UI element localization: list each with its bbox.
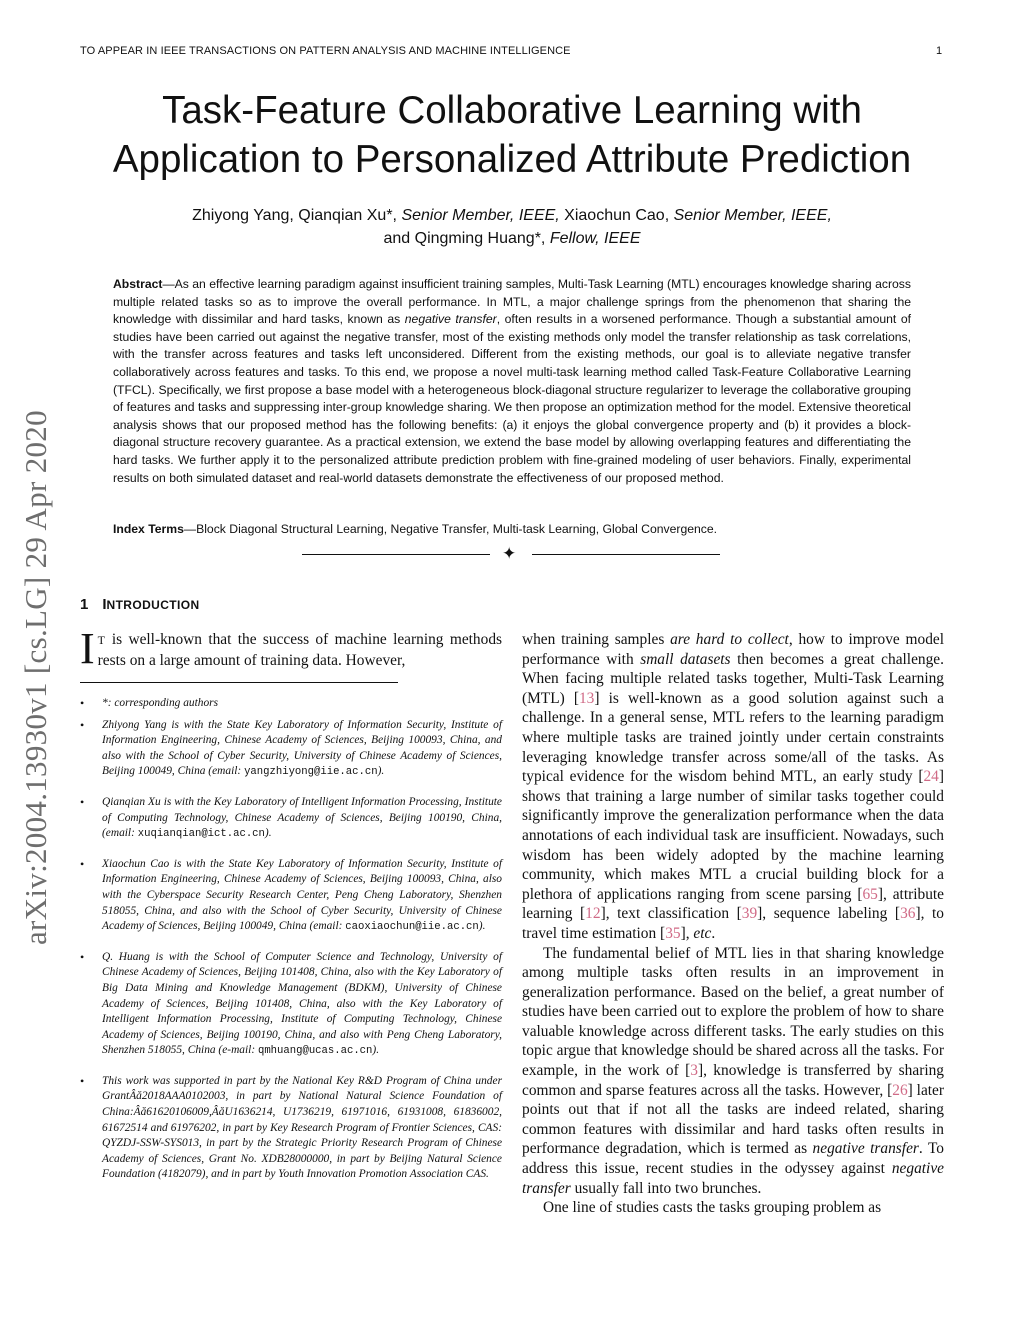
footnote-email[interactable]: yangzhiyong@iie.ac.cn <box>244 766 378 779</box>
footnote-email[interactable]: caoxiaochun@iie.ac.cn <box>345 921 479 934</box>
abstract-emphasis: negative transfer <box>404 312 497 327</box>
authors-part-3: and Qingming Huang*, <box>383 230 550 247</box>
bullet-icon: • <box>80 949 85 964</box>
footnote-text-end: ). <box>377 765 385 778</box>
abstract <box>113 276 911 487</box>
page-number: 1 <box>936 45 943 57</box>
footnote-text: Q. Huang is with the School of Computer Science and Technology, University of Chinese Academy of Sciences, Beijing 101408, China, also with the Key Laboratory of Big Data Mining and Knowledge Management (BDKM), University of Chinese Academy of Sciences, Beijing 101408, China, also with the Key Laboratory of Intelligent Information Processing, Institute of Computing Technology, Chinese Academy of Sciences, Beijing 100190, China, and also with Peng Cheng Laboratory, Shenzhen 518055, China (e-mail: <box>102 950 502 1057</box>
citation-link[interactable]: 3 <box>690 1062 698 1080</box>
citation-link[interactable]: 26 <box>892 1081 908 1099</box>
footnote-email[interactable]: qmhuang@ucas.ac.cn <box>257 1045 373 1058</box>
citation-link[interactable]: 12 <box>585 905 601 923</box>
footnote-text: Zhiyong Yang is with the State Key Laboratory of Information Security, Institute of Information Engineering, Chinese Academy of Sciences, Beijing 100093, China, and also with the School of Cyber Security, University of Chinese Academy of Sciences, Beijing 100049, China (email: <box>102 718 502 778</box>
text-run: then becomes a great challenge. When facing multiple related tasks together, Multi-Task Learning (MTL) [ <box>522 650 944 707</box>
paper-title <box>80 86 944 184</box>
footnote-item <box>80 950 502 1060</box>
arxiv-stamp: arXiv:2004.13930v1 [cs.LG] 29 Apr 2020 <box>18 410 53 945</box>
citation-link[interactable]: 65 <box>862 885 878 903</box>
abstract-text-1: —As an effective learning paradigm against insufficient training samples, Multi-Task Learning (MTL) encourages knowledge sharing across multiple related tasks so as to improve the overall performance. In MTL, a major challenge springs from the phenomenon that sharing the knowledge with dissimilar and hard tasks, known as <box>113 277 911 327</box>
authors-part-1: Zhiyong Yang, Qianqian Xu*, <box>192 207 402 224</box>
authors-role-3: Fellow, IEEE <box>549 230 641 247</box>
separator-rule-left <box>302 554 490 555</box>
section-title-rest: NTRODUCTION <box>106 598 200 612</box>
citation-link[interactable]: 13 <box>578 689 595 707</box>
emphasis: negative transfer <box>812 1140 919 1158</box>
text-run: ], to travel time estimation [ <box>522 905 945 942</box>
abstract-text-2: , often results in a worsened performance. Though a substantial amount of studies have been carried out against the negative transfer, most of the existing methods only model the transfer relationship as task correlations, with the transfer across features and tasks left unconsidered. Different from the existing methods, our goal is to alleviate negative transfer collaboratively across features and tasks. To this end, we propose a novel multi-task learning method called Task-Feature Collaborative Learning (TFCL). Specifically, we first propose a base model with a heterogeneous block-diagonal structure regularizer to leverage the collaborative grouping of features and tasks and suppressing inter-group knowledge sharing. We then propose an optimization method for the model. Extensive theoretical analysis shows that our proposed method has the following benefits: (a) it enjoys the global convergence property and (b) it provides a block-diagonal structure recovery guarantee. As a practical extension, we extend the base model by allowing overlapping features and differentiating the hard tasks. We further apply it to the personalized attribute prediction problem with fine-grained modeling of user behaviors. Finally, experimental results on both simulated dataset and real-world datasets demonstrate the effectiveness of our proposed method. <box>113 312 911 485</box>
title-line-1: Task-Feature Collaborative Learning with <box>162 89 862 132</box>
emphasis: are hard to collect <box>670 631 789 648</box>
body-paragraph-1 <box>522 630 944 944</box>
citation-link[interactable]: 36 <box>900 905 916 923</box>
text-run: when training samples <box>522 631 671 648</box>
body-paragraph-3 <box>522 1198 944 1218</box>
emphasis: negative transfer <box>522 1160 944 1197</box>
text-run: ], knowledge is transferred by sharing common and sparse features across all the tasks. However, [ <box>522 1062 944 1099</box>
separator-diamond-icon: ✦ <box>502 544 517 563</box>
body-paragraph-2 <box>522 944 944 1199</box>
footnote-list <box>80 696 502 1189</box>
index-terms <box>113 521 911 539</box>
text-run: ], text classification [ <box>600 905 742 923</box>
citation-link[interactable]: 35 <box>665 924 681 942</box>
drop-cap: I <box>80 624 95 673</box>
authors-part-2: Xiaochun Cao, <box>559 207 674 224</box>
text-run: ] is well-known as a good solution against such a challenge. In a general sense, MTL refers to the learning paradigm where multiple tasks are trained jointly under certain constraints leveraging knowledge transfer across some/all of the tasks. As typical evidence for the wisdom behind MTL, an early study [ <box>522 689 944 786</box>
text-run: usually fall into two brunches. <box>570 1179 762 1197</box>
separator-rule-right <box>532 554 720 555</box>
footnote-text: Xiaochun Cao is with the State Key Laboratory of Information Security, Institute of Information Engineering, Chinese Academy of Sciences, Beijing 100093, China, also with the Cyberspace Security Research Center, Peng Cheng Laboratory, Shenzhen 518055, China, and also with the School of Cyber Security, University of Chinese Academy of Sciences, Beijing 100049, China (email: <box>102 857 502 933</box>
footnote-item <box>80 1074 502 1183</box>
text-run: . <box>711 924 716 942</box>
footnote-text: *: corresponding authors <box>102 697 219 709</box>
section-heading <box>80 596 200 613</box>
citation-link[interactable]: 39 <box>741 905 758 923</box>
footnote-email[interactable]: xuqianqian@ict.ac.cn <box>137 828 265 841</box>
intro-text: is well-known that the success of machine learning methods rests on a large amount of training data. However, <box>97 631 502 669</box>
right-column <box>522 630 944 1218</box>
section-title-initial: I <box>102 596 107 613</box>
bullet-icon: • <box>80 794 85 809</box>
intro-paragraph <box>80 624 502 673</box>
footnote-text: Qianqian Xu is with the Key Laboratory of Intelligent Information Processing, Institute of Computing Technology, Chinese Academy of Sciences, Beijing 100190, China, (email: <box>102 795 502 840</box>
text-run: ], sequence labeling [ <box>757 905 901 923</box>
footnote-text-end: ). <box>372 1044 380 1057</box>
author-list <box>80 204 944 250</box>
authors-role-2: Senior Member, IEEE, <box>673 207 832 224</box>
index-terms-label: Index Terms <box>113 522 184 536</box>
section-number: 1 <box>80 596 89 613</box>
index-terms-text: —Block Diagonal Structural Learning, Negative Transfer, Multi-task Learning, Global Convergence. <box>183 522 718 536</box>
title-line-2: Application to Personalized Attribute Prediction <box>112 138 912 181</box>
bullet-icon: • <box>80 717 85 732</box>
text-run: ], attribute learning [ <box>522 885 944 923</box>
footnote-item <box>80 795 502 843</box>
citation-link[interactable]: 24 <box>923 768 939 786</box>
text-run: . To address this issue, recent studies in the odyssey against <box>522 1140 944 1178</box>
text-run: , how to improve model performance with <box>522 631 944 668</box>
footnote-item <box>80 718 502 781</box>
text-run: One line of studies casts the tasks grouping problem as <box>543 1199 882 1217</box>
bullet-icon: • <box>80 1073 85 1088</box>
footnote-text-end: ). <box>264 827 272 840</box>
footnote-text: This work was supported in part by the National Key R&D Program of China under GrantÂă2018AAA0102003, in part by National Natural Science Foundation of China:Âă61620106009,ÂăU1636214, U1736219, 61971016, 61931008, 61836002, 61672514 and 61976202, in part by Key Research Program of Frontier Sciences, CAS: QYZDJ-SSW-SYS013, in part by the Strategic Priority Research Program of Chinese Academy of Sciences, Grant No. XDB28000000, in part by Beijing Natural Science Foundation (4182079), and in part by Youth Innovation Promotion Association CAS. <box>102 1074 502 1181</box>
running-header: TO APPEAR IN IEEE TRANSACTIONS ON PATTERN ANALYSIS AND MACHINE INTELLIGENCE <box>80 45 571 57</box>
footnote-rule <box>80 682 398 683</box>
footnote-item <box>80 696 502 712</box>
text-run: ] shows that training a large number of similar tasks together could significantly improve the generalization performance when the data annotations of each individual task are insufficient. Nowadays, such wisdom has been widely adopted by the machine learning community, which makes MTL a crucial building block for a plethora of applications ranging from scene parsing [ <box>522 768 944 903</box>
text-run: ] later points out that if not all the tasks are indeed related, sharing common features with dissimilar and hard tasks often results in performance degradation, which is termed as <box>522 1081 945 1158</box>
text-run: The fundamental belief of MTL lies in that sharing knowledge among multiple tasks often results in an improvement in generalization performance. Based on the belief, a great number of studies have been carried out to explore the problem of how to share valuable knowledge across different tasks. The early studies on this topic argue that knowledge should be shared across all the tasks. For example, in the work of [ <box>522 944 945 1080</box>
intro-smallcap: T <box>97 633 106 647</box>
footnote-item <box>80 857 502 936</box>
text-run: ], <box>680 924 694 942</box>
emphasis: etc <box>693 924 712 942</box>
authors-role-1: Senior Member, IEEE, <box>401 207 560 224</box>
bullet-icon: • <box>80 696 85 710</box>
abstract-label: Abstract <box>113 277 163 291</box>
emphasis: small datasets <box>640 650 731 668</box>
footnote-text-end: ). <box>478 920 486 933</box>
bullet-icon: • <box>80 856 85 871</box>
